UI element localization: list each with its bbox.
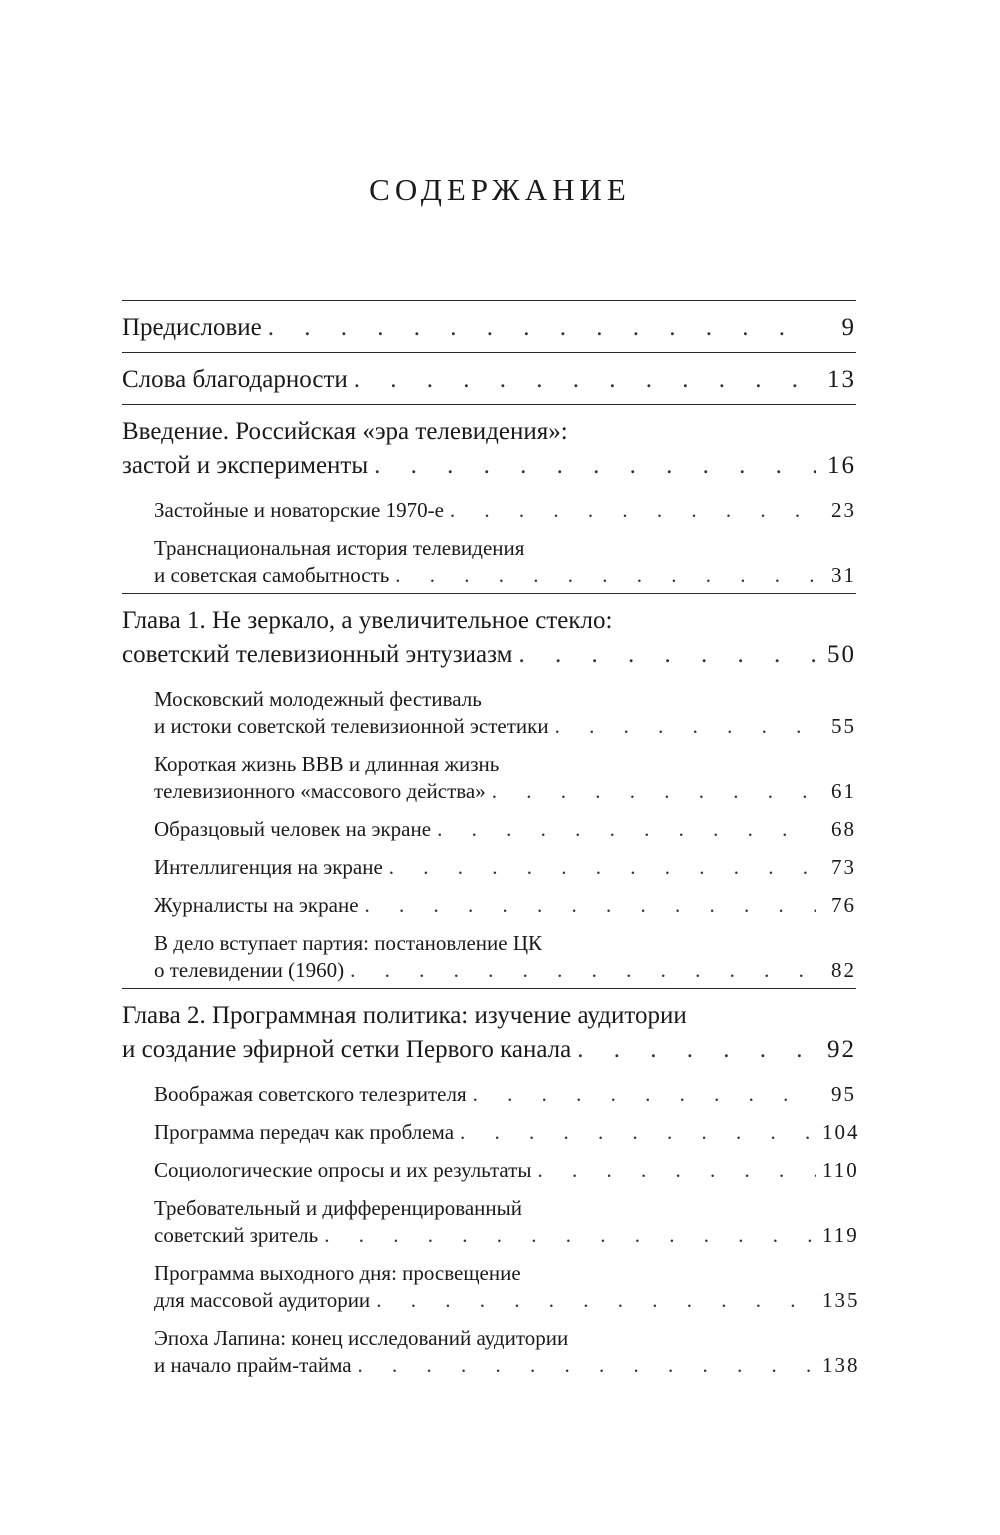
toc-entry-title: Интеллигенция на экране	[154, 855, 383, 879]
page-title: СОДЕРЖАНИЕ	[369, 172, 631, 207]
dot-leader	[518, 638, 816, 672]
dot-leader	[460, 1119, 816, 1146]
dot-leader	[376, 1287, 816, 1314]
toc-entry-title: и создание эфирной сетки Первого канала	[122, 1036, 572, 1063]
toc-section-entry[interactable]	[122, 744, 856, 809]
dot-leader	[350, 957, 816, 984]
toc-page-number: 61	[831, 779, 856, 803]
dot-leader	[354, 363, 816, 397]
toc-entry-title: застой и эксперименты	[122, 452, 369, 479]
dot-leader	[437, 816, 816, 843]
toc-page-number: 138	[822, 1353, 860, 1377]
toc-page-number: 73	[831, 855, 856, 879]
table-of-contents	[122, 300, 860, 1383]
toc-page-number: 13	[827, 366, 856, 393]
toc-entry-title: телевизионного «массового действа»	[154, 779, 486, 803]
toc-section-entry[interactable]	[122, 1150, 859, 1188]
toc-page-number: 119	[822, 1223, 859, 1247]
toc-entry-title: Требовательный и дифференцированный	[154, 1196, 522, 1220]
toc-chapter-entry[interactable]	[122, 301, 856, 352]
toc-page-number: 68	[831, 817, 856, 841]
toc-entry-title: советский телевизионный энтузиазм	[122, 641, 513, 668]
toc-entry-title: и истоки советской телевизионной эстетики	[154, 714, 549, 738]
toc-chapter-entry[interactable]	[122, 353, 856, 404]
toc-entry-title: Социологические опросы и их результаты	[154, 1158, 532, 1182]
toc-section-entry[interactable]	[122, 1112, 860, 1150]
toc-entry-title: Глава 1. Не зеркало, а увеличительное стекло:	[122, 607, 613, 634]
dot-leader	[537, 1157, 816, 1184]
toc-chapter-entry[interactable]	[122, 594, 856, 679]
toc-entry-title: Глава 2. Программная политика: изучение аудитории	[122, 1002, 687, 1029]
toc-entry-title: и начало прайм-тайма	[154, 1353, 352, 1377]
toc-entry-title: Предисловие	[122, 314, 262, 341]
toc-entry-title: Воображая советского телезрителя	[154, 1082, 467, 1106]
dot-leader	[389, 854, 816, 881]
toc-page-number: 16	[827, 452, 856, 479]
toc-entry-title: Застойные и новаторские 1970-е	[154, 498, 444, 522]
toc-section-entry[interactable]	[122, 1318, 860, 1383]
dot-leader	[395, 562, 816, 589]
toc-entry-title: Программа выходного дня: просвещение	[154, 1261, 521, 1285]
toc-section-entry[interactable]	[122, 923, 856, 988]
toc-section-entry[interactable]	[122, 1074, 856, 1112]
toc-section-entry[interactable]	[122, 885, 856, 923]
toc-entry-title: Короткая жизнь ВВВ и длинная жизнь	[154, 752, 500, 776]
dot-leader	[492, 778, 816, 805]
dot-leader	[450, 497, 816, 524]
toc-page-number: 55	[831, 714, 856, 738]
toc-section-entry[interactable]	[122, 528, 856, 593]
toc-entry-title: Московский молодежный фестиваль	[154, 687, 482, 711]
toc-entry-title: Образцовый человек на экране	[154, 817, 432, 841]
toc-page-number: 76	[831, 893, 856, 917]
toc-page-number: 82	[831, 958, 856, 982]
toc-page-number: 110	[822, 1158, 859, 1182]
toc-section-entry[interactable]	[122, 679, 856, 744]
toc-section-entry[interactable]	[122, 490, 856, 528]
toc-entry-title: Программа передач как проблема	[154, 1120, 455, 1144]
toc-entry-title: советский зритель	[154, 1223, 319, 1247]
toc-entry-title: Слова благодарности	[122, 366, 348, 393]
toc-page-number: 23	[831, 498, 856, 522]
toc-page-number: 104	[822, 1120, 860, 1144]
toc-entry-title: о телевидении (1960)	[154, 958, 345, 982]
toc-page-number: 50	[827, 641, 856, 668]
dot-leader	[555, 713, 816, 740]
dot-leader	[577, 1033, 816, 1067]
toc-section-entry[interactable]	[122, 809, 856, 847]
toc-chapter-entry[interactable]	[122, 989, 856, 1074]
toc-entry-title: Введение. Российская «эра телевидения»:	[122, 418, 568, 445]
dot-leader	[324, 1222, 816, 1249]
dot-leader	[473, 1081, 816, 1108]
dot-leader	[365, 892, 816, 919]
toc-page-number: 9	[841, 314, 856, 341]
toc-section-entry[interactable]	[122, 1253, 860, 1318]
toc-section-entry[interactable]	[122, 1188, 859, 1253]
toc-page-number: 95	[831, 1082, 856, 1106]
toc-entry-title: и советская самобытность	[154, 563, 390, 587]
dot-leader	[268, 311, 816, 345]
dot-leader	[374, 449, 816, 483]
dot-leader	[358, 1352, 816, 1379]
toc-entry-title: Эпоха Лапина: конец исследований аудитории	[154, 1326, 569, 1350]
toc-page-number: 135	[822, 1288, 860, 1312]
toc-chapter-entry[interactable]	[122, 405, 856, 490]
toc-entry-title: В дело вступает партия: постановление ЦК	[154, 931, 542, 955]
toc-entry-title: Журналисты на экране	[154, 893, 359, 917]
toc-page-number: 92	[827, 1036, 856, 1063]
toc-entry-title: для массовой аудитории	[154, 1288, 371, 1312]
toc-entry-title: Транснациональная история телевидения	[154, 536, 525, 560]
toc-page-number: 31	[831, 563, 856, 587]
toc-section-entry[interactable]	[122, 847, 856, 885]
